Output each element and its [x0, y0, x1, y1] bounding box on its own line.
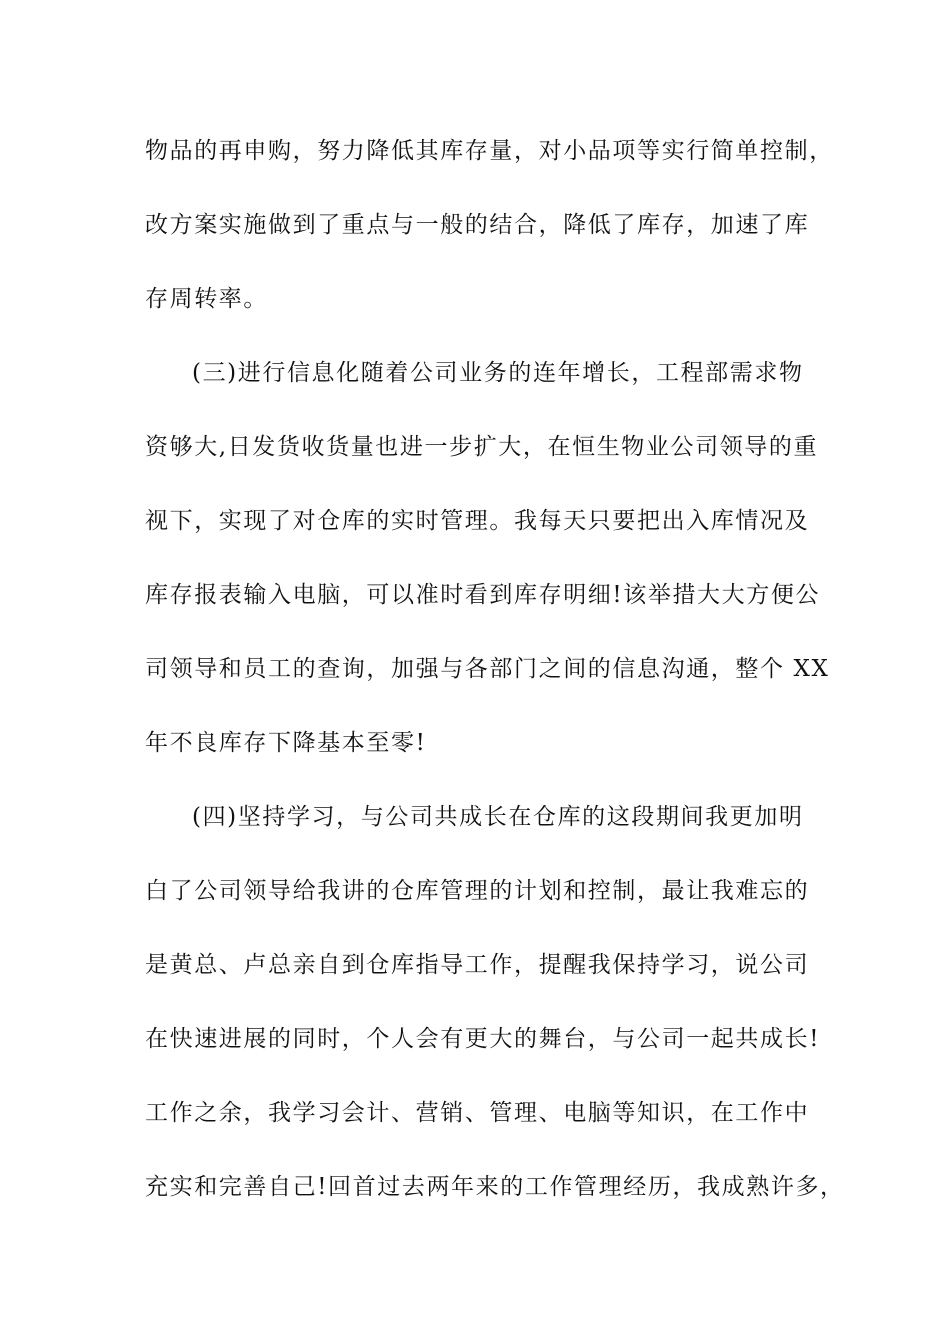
body-text-line: 是黄总、卢总亲自到仓库指导工作，提醒我保持学习，说公司 — [145, 952, 810, 978]
body-text-line: 资够大,日发货收货量也进一步扩大，在恒生物业公司领导的重 — [145, 434, 819, 460]
body-text-line: 在快速进展的同时，个人会有更大的舞台，与公司一起共成长! — [145, 1026, 821, 1052]
body-text-line: 改方案实施做到了重点与一般的结合，降低了库存，加速了库 — [145, 212, 810, 238]
paragraph-heading-line: (四)坚持学习，与公司共成长在仓库的这段期间我更加明 — [192, 804, 804, 830]
paragraph-heading-line: (三)进行信息化随着公司业务的连年增长，工程部需求物 — [192, 360, 804, 386]
body-text-line: 物品的再申购，努力降低其库存量，对小品项等实行简单控制， — [145, 138, 834, 164]
body-text-line: 工作之余，我学习会计、营销、管理、电脑等知识，在工作中 — [145, 1100, 810, 1126]
body-text-line: 存周转率。 — [145, 286, 268, 312]
body-text-line: 司领导和员工的查询，加强与各部门之间的信息沟通，整个 XX — [145, 656, 830, 682]
body-text-line: 白了公司领导给我讲的仓库管理的计划和控制，最让我难忘的 — [145, 878, 810, 904]
body-text-line: 视下，实现了对仓库的实时管理。我每天只要把出入库情况及 — [145, 508, 810, 534]
body-text-line: 年不良库存下降基本至零! — [145, 730, 427, 756]
body-text-line: 库存报表输入电脑，可以准时看到库存明细!该举措大大方便公 — [145, 582, 821, 608]
body-text-line: 充实和完善自己!回首过去两年来的工作管理经历，我成熟许多， — [145, 1174, 845, 1200]
